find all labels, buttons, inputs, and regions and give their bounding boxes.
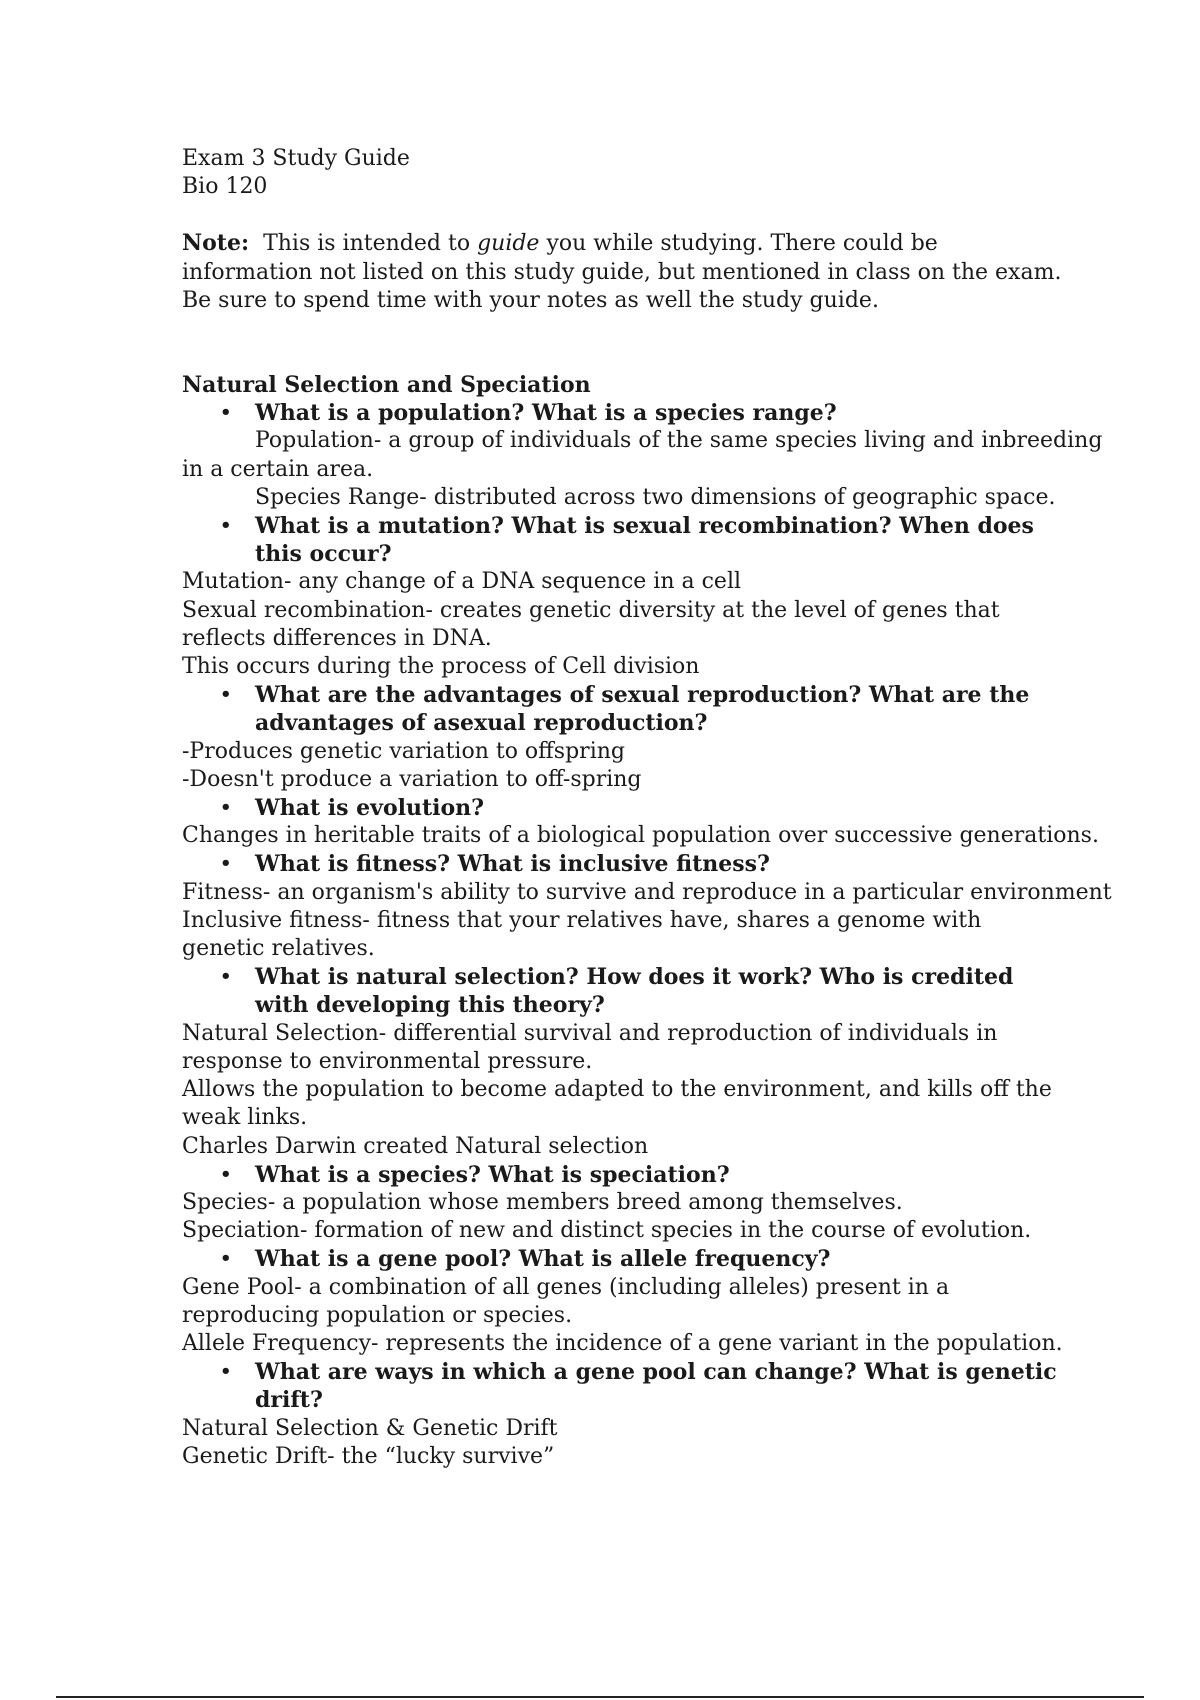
answer-allele-frequency: Allele Frequency- represents the incidence of a gene variant in the population. (182, 1330, 1063, 1356)
answer-when-occur: This occurs during the process of Cell division (182, 654, 700, 680)
note-text-after: you while studying. There could be information not listed on this study guide, but mentioned in class on the exam. Be sure to spend time with your notes as well the study guide. (182, 231, 1062, 313)
answer-gene-pool: Gene Pool- a combination of all genes (including alleles) present in a reproducing population or species. (182, 1274, 950, 1328)
document-title: Exam 3 Study Guide (182, 146, 410, 171)
bullet-icon: • (220, 1361, 232, 1383)
answer-natural-selection: Natural Selection- differential survival and reproduction of individuals in response to environmental pressure. (182, 1020, 998, 1074)
question-genetic-drift: • What are ways in which a gene pool can change? What is genetic drift? (220, 1359, 1057, 1414)
answer-population-cont: in a certain area. (182, 456, 374, 482)
answer-evolution: Changes in heritable traits of a biological population over successive generations. (182, 823, 1099, 849)
question-population: • What is a population? What is a species range? (220, 400, 837, 427)
answer-sexual-recombination: Sexual recombination- creates genetic diversity at the level of genes that reflects differences in DNA. (182, 597, 1000, 651)
question-mutation: • What is a mutation? What is sexual recombination? When does this occur? (220, 513, 1034, 568)
answer-sexual-advantage: -Produces genetic variation to offspring (182, 738, 625, 764)
bullet-icon: • (220, 684, 232, 706)
note-emphasis: guide (477, 231, 540, 257)
answer-gene-pool-change: Natural Selection & Genetic Drift (182, 1415, 558, 1441)
answer-inclusive-fitness: Inclusive fitness- fitness that your relatives have, shares a genome with genetic relatives. (182, 907, 982, 962)
question-species: • What is a species? What is speciation? (220, 1161, 730, 1188)
bullet-icon: • (220, 853, 232, 875)
question-gene-pool: • What is a gene pool? What is allele frequency? (220, 1246, 831, 1273)
bullet-icon: • (220, 966, 232, 988)
note-label: Note: (182, 230, 250, 257)
answer-genetic-drift: Genetic Drift- the “lucky survive” (182, 1443, 555, 1469)
answer-fitness: Fitness- an organism's ability to survive and reproduce in a particular environment (182, 879, 1112, 905)
answer-species: Species- a population whose members breed among themselves. (182, 1189, 903, 1215)
answer-species-range: Species Range- distributed across two dimensions of geographic space. (255, 484, 1056, 510)
answer-how-it-works: Allows the population to become adapted to the environment, and kills off the weak links. (182, 1077, 1052, 1131)
question-evolution: • What is evolution? (220, 795, 485, 822)
question-natural-selection: • What is natural selection? How does it work? Who is credited with developing this theory? (220, 964, 1014, 1019)
answer-population: Population- a group of individuals of the same species living and inbreeding (255, 428, 1103, 454)
question-reproduction: • What are the advantages of sexual reproduction? What are the advantages of asexual reproduction? (220, 682, 1030, 737)
section-title: Natural Selection and Speciation (182, 372, 591, 399)
bullet-icon: • (220, 1248, 232, 1270)
bullet-icon: • (220, 402, 232, 424)
answer-speciation: Speciation- formation of new and distinct species in the course of evolution. (182, 1218, 1032, 1244)
bullet-icon: • (220, 515, 232, 537)
bullet-icon: • (220, 797, 232, 819)
study-note (182, 229, 1062, 315)
answer-mutation: Mutation- any change of a DNA sequence in a cell (182, 569, 742, 595)
answer-asexual-advantage: -Doesn't produce a variation to off-spring (182, 766, 642, 792)
bullet-icon: • (220, 1163, 232, 1185)
course-name: Bio 120 (182, 174, 268, 200)
note-text-before: This is intended to (263, 231, 471, 257)
document-page (182, 145, 1112, 1471)
page-bottom-rule (56, 1696, 1144, 1698)
question-fitness: • What is fitness? What is inclusive fitness? (220, 851, 770, 878)
answer-credited: Charles Darwin created Natural selection (182, 1133, 649, 1159)
